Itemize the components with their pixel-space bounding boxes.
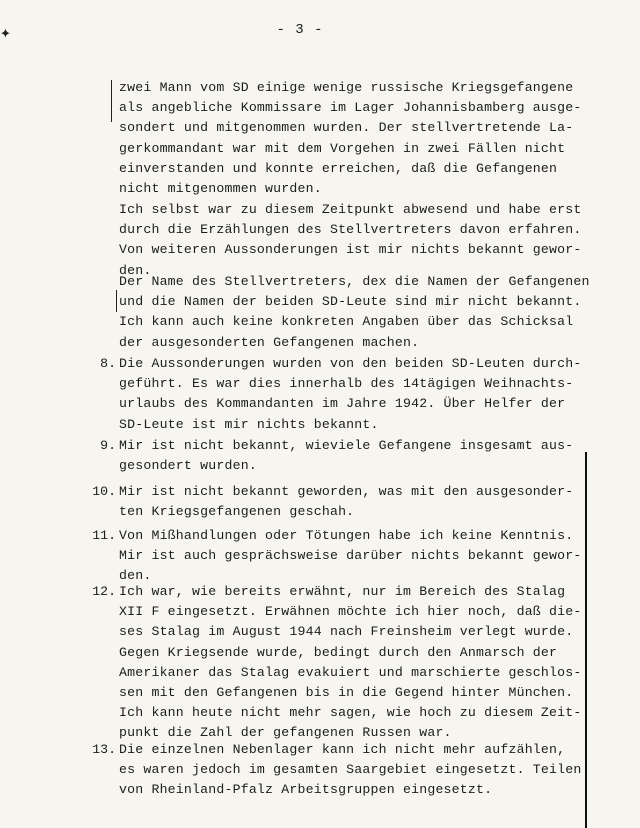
paragraph: Ich selbst war zu diesem Zeitpunkt abwesend und habe erst durch die Erzählungen des Stellvertreters davon erfahren. Von weiteren Aussonderungen ist mir nichts bekannt gewor- den. bbox=[119, 202, 582, 278]
margin-line bbox=[111, 80, 112, 122]
paragraph: Der Name des Stellvertreters, dex die Namen der Gefangenen und die Namen der beiden SD-Leute sind mir nicht bekannt. Ich kann auch keine konkreten Angaben über das Schicksal der ausgesonderten Gefangenen machen. bbox=[119, 274, 590, 350]
item-number: 8. bbox=[100, 356, 116, 371]
margin-rule bbox=[585, 452, 587, 828]
item-number: 11. bbox=[92, 528, 116, 543]
item-number: 12. bbox=[92, 584, 116, 599]
paragraph: zwei Mann vom SD einige wenige russische Kriegsgefangene als angebliche Kommissare im Lager Johannisbamberg ausge- sondert und mitgenommen wurden. Der stellvertretende La- gerkommandant war mit dem Vorgehen in zwei Fällen nicht einverstanden und konnte erreichen, daß die Gefangenen nicht mitgenommen wurden. bbox=[119, 80, 582, 197]
item-text: Ich war, wie bereits erwähnt, nur im Bereich des Stalag XII F eingesetzt. Erwähnen möchte ich hier noch, daß die- ses Stalag im August 1944 nach Freinsheim verlegt wurde. Gegen Kriegsende wurde, bedingt durch den Anmarsch der Amerikaner das Stalag evakuiert und marschierte geschlos- sen mit den Gefangenen bis in die Gegend hinter München. Ich kann heute nicht mehr sagen, wie hoch zu diesem Zeit- punkt die Zahl der gefangenen Russen war. bbox=[119, 584, 582, 741]
page-number: - 3 - bbox=[276, 22, 324, 38]
item-text: Von Mißhandlungen oder Tötungen habe ich keine Kenntnis. Mir ist auch gesprächsweise darüber nichts bekannt gewor- den. bbox=[119, 528, 582, 584]
item-text: Mir ist nicht bekannt, wieviele Gefangene insgesamt aus- gesondert wurden. bbox=[119, 438, 574, 474]
item-number: 13. bbox=[92, 742, 116, 757]
item-text: Mir ist nicht bekannt geworden, was mit den ausgesonder- ten Kriegsgefangenen geschah. bbox=[119, 484, 574, 520]
item-text: Die Aussonderungen wurden von den beiden SD-Leuten durch- geführt. Es war dies innerhalb des 14tägigen Weihnachts- urlaubs des Kommandanten im Jahre 1942. Über Helfer der SD-Leute ist mir nichts bekannt. bbox=[119, 356, 582, 432]
item-text: Die einzelnen Nebenlager kann ich nicht mehr aufzählen, es waren jedoch im gesamten Saargebiet eingesetzt. Teilen von Rheinland-Pfalz Arbeitsgruppen eingesetzt. bbox=[119, 742, 582, 798]
item-number: 9. bbox=[100, 438, 116, 453]
margin-cross-icon: ✦ bbox=[0, 24, 11, 44]
margin-line bbox=[116, 290, 117, 312]
item-number: 10. bbox=[92, 484, 116, 499]
